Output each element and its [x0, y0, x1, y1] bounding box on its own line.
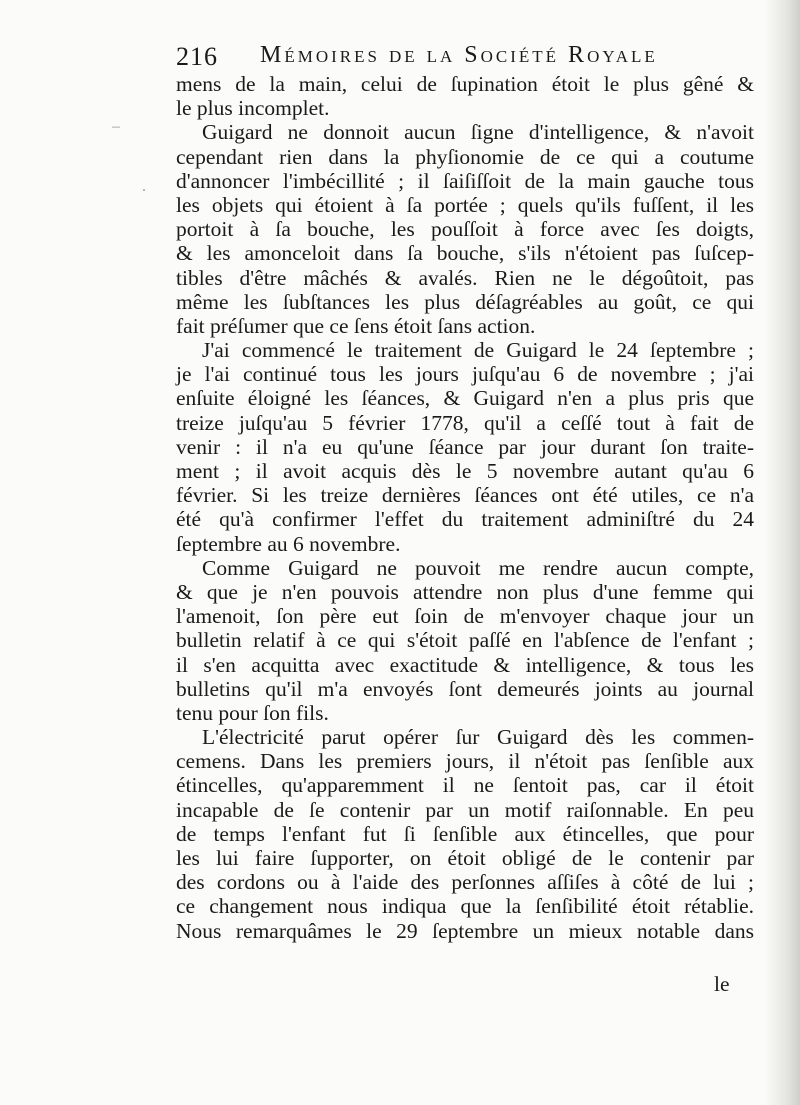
text-line: ment ; il avoit acquis dès le 5 novembre autant qu'au 6: [176, 459, 754, 483]
text-line: J'ai commencé le traitement de Guigard le 24 ſeptembre ;: [202, 338, 754, 363]
text-line: treize juſqu'au 5 février 1778, qu'il a ceſſé tout à fait de: [176, 410, 754, 435]
text-line: Comme Guigard ne pouvoit me rendre aucun compte,: [202, 555, 754, 580]
text-line: incapable de ſe contenir par un motif raiſonnable. En peu: [176, 797, 754, 822]
text-line: les lui faire ſupporter, on étoit obligé de le contenir par: [176, 846, 754, 870]
paragraph: [176, 338, 754, 556]
body-text: [176, 72, 754, 943]
text-line: Guigard ne donnoit aucun ſigne d'intelligence, & n'avoit: [202, 120, 754, 145]
text-line: même les ſubſtances les plus déſagréables au goût, ce qui: [176, 289, 754, 314]
page-number: 216: [176, 42, 218, 71]
text-line: l'amenoit, ſon père eut ſoin de m'envoyer chaque jour un: [176, 604, 754, 629]
text-line: Nous remarquâmes le 29 ſeptembre un mieux notable dans: [176, 918, 754, 943]
text-line: bulletins qu'il m'a envoyés ſont demeurés joints au journal: [176, 676, 754, 701]
text-line: venir : il n'a eu qu'une ſéance par jour durant ſon traite-: [176, 434, 754, 459]
catchword: le: [714, 972, 730, 996]
text-line: de temps l'enfant fut ſi ſenſible aux étincelles, que pour: [176, 821, 754, 846]
page-header: [176, 30, 756, 70]
text-line: étincelles, qu'apparemment il ne ſentoit pas, car il étoit: [176, 773, 754, 798]
paragraph: [176, 725, 754, 943]
paragraph: [176, 120, 754, 338]
scan-page-edge: [764, 0, 800, 1105]
text-line: le plus incomplet.: [176, 96, 330, 121]
text-line: & les amonceloit dans ſa bouche, s'ils n'étoient pas ſuſcep-: [176, 241, 754, 266]
text-line: ſeptembre au 6 novembre.: [176, 531, 401, 556]
text-line: il s'en acquitta avec exactitude & intelligence, & tous les: [176, 652, 754, 677]
gutter-mark: –: [112, 118, 120, 135]
text-line: bulletin relatif à ce qui s'étoit paſſé en l'abſence de l'enfant ;: [176, 628, 754, 653]
text-line: tibles d'être mâchés & avalés. Rien ne le dégoûtoit, pas: [176, 265, 754, 290]
text-line: été qu'à confirmer l'effet du traitement adminiſtré du 24: [176, 507, 754, 532]
text-line: fait préſumer que ce ſens étoit ſans action.: [176, 313, 536, 338]
gutter-mark: .: [142, 178, 146, 195]
text-line: des cordons ou à l'aide des perſonnes aſſiſes à côté de lui ;: [176, 870, 754, 895]
running-title: Mémoires de la Société Royale: [260, 42, 658, 68]
text-line: & que je n'en pouvois attendre non plus d'une femme qui: [176, 579, 754, 604]
paragraph: [176, 556, 754, 725]
text-line: d'annoncer l'imbécillité ; il ſaiſiſſoit de la main gauche tous: [176, 168, 754, 193]
text-line: les objets qui étoient à ſa portée ; quels qu'ils fuſſent, il les: [176, 192, 754, 217]
text-line: L'électricité parut opérer ſur Guigard dès les commen-: [202, 725, 754, 750]
text-line: mens de la main, celui de ſupination étoit le plus gêné &: [176, 72, 754, 96]
paragraph: [176, 72, 754, 120]
text-line: portoit à ſa bouche, les pouſſoit à force avec ſes doigts,: [176, 217, 754, 242]
text-line: ce changement nous indiqua que la ſenſibilité étoit rétablie.: [176, 894, 754, 919]
text-line: tenu pour ſon fils.: [176, 700, 329, 725]
text-line: cemens. Dans les premiers jours, il n'étoit pas ſenſible aux: [176, 749, 754, 774]
text-line: cependant rien dans la phyſionomie de ce qui a coutume: [176, 144, 754, 169]
text-line: je l'ai continué tous les jours juſqu'au 6 de novembre ; j'ai: [176, 362, 754, 387]
text-line: février. Si les treize dernières ſéances ont été utiles, ce n'a: [176, 483, 754, 508]
text-line: enſuite éloigné les ſéances, & Guigard n'en a plus pris que: [176, 386, 754, 411]
